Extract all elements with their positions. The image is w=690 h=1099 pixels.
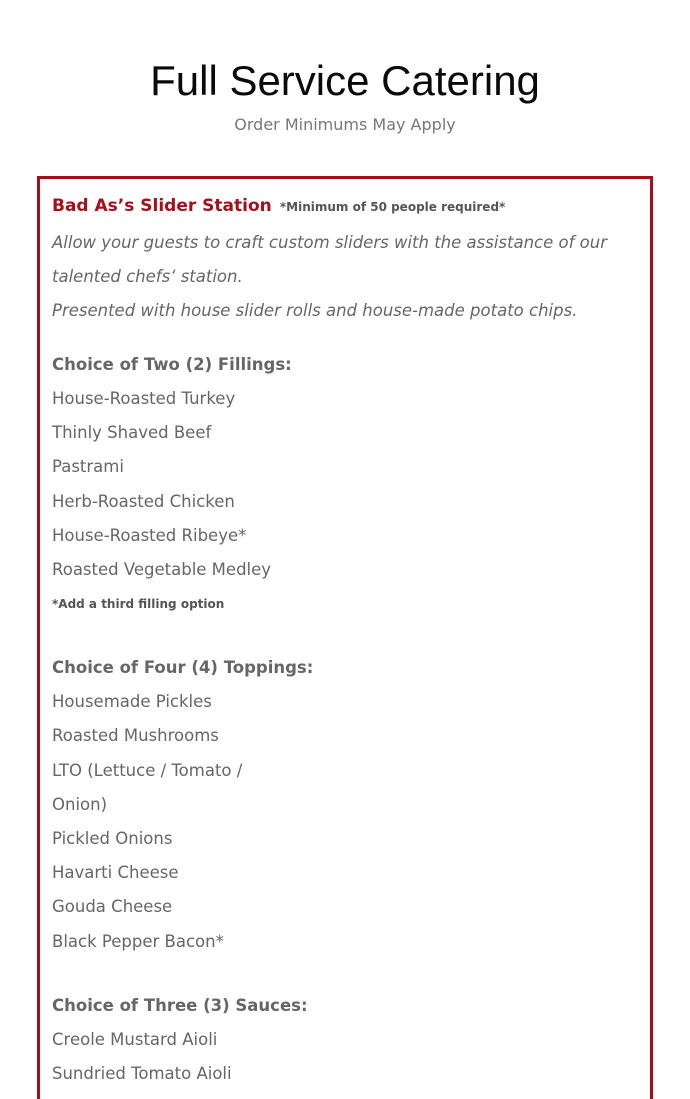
toppings-list	[52, 685, 642, 959]
topping-item: Roasted Mushrooms	[52, 726, 219, 746]
topping-item: Pickled Onions	[52, 829, 173, 849]
topping-item: Gouda Cheese	[52, 897, 173, 917]
fillings-note: *Add a third filling option	[52, 597, 225, 612]
menu-content	[52, 196, 642, 1091]
station-description: Allow your guests to craft custom sliders with the assistance of our talented chefs‘ station.	[52, 233, 607, 286]
sauces-title: Choice of Three (3) Sauces:	[52, 995, 308, 1015]
station-header	[52, 196, 642, 224]
station-name: Bad As’s Slider Station	[52, 196, 272, 216]
spacer	[52, 328, 642, 348]
page-title: Full Service Catering	[150, 57, 540, 104]
fillings-title: Choice of Two (2) Fillings:	[52, 355, 292, 374]
toppings-title: Choice of Four (4) Toppings:	[52, 658, 314, 678]
topping-item: Black Pepper Bacon*	[52, 931, 224, 951]
filling-item: Roasted Vegetable Medley	[52, 560, 272, 580]
page-subtitle: Order Minimums May Apply	[234, 115, 456, 134]
fillings-list	[52, 382, 642, 587]
sauce-item: Sundried Tomato Aioli	[52, 1064, 232, 1084]
filling-item: House-Roasted Ribeye*	[52, 525, 247, 545]
station-minimum: *Minimum of 50 people required*	[279, 200, 506, 214]
station-presentation: Presented with house slider rolls and house-made potato chips.	[52, 301, 578, 320]
topping-item: Havarti Cheese	[52, 863, 179, 883]
spacer	[52, 621, 642, 651]
filling-item: House-Roasted Turkey	[52, 389, 236, 408]
spacer	[52, 959, 642, 989]
menu-box	[37, 176, 653, 1099]
topping-item: LTO (Lettuce / Tomato / Onion)	[52, 760, 243, 814]
topping-item: Housemade Pickles	[52, 692, 212, 712]
filling-item: Herb-Roasted Chicken	[52, 491, 235, 511]
filling-item: Thinly Shaved Beef	[52, 423, 212, 443]
filling-item: Pastrami	[52, 457, 124, 477]
sauce-item: Creole Mustard Aioli	[52, 1029, 218, 1049]
